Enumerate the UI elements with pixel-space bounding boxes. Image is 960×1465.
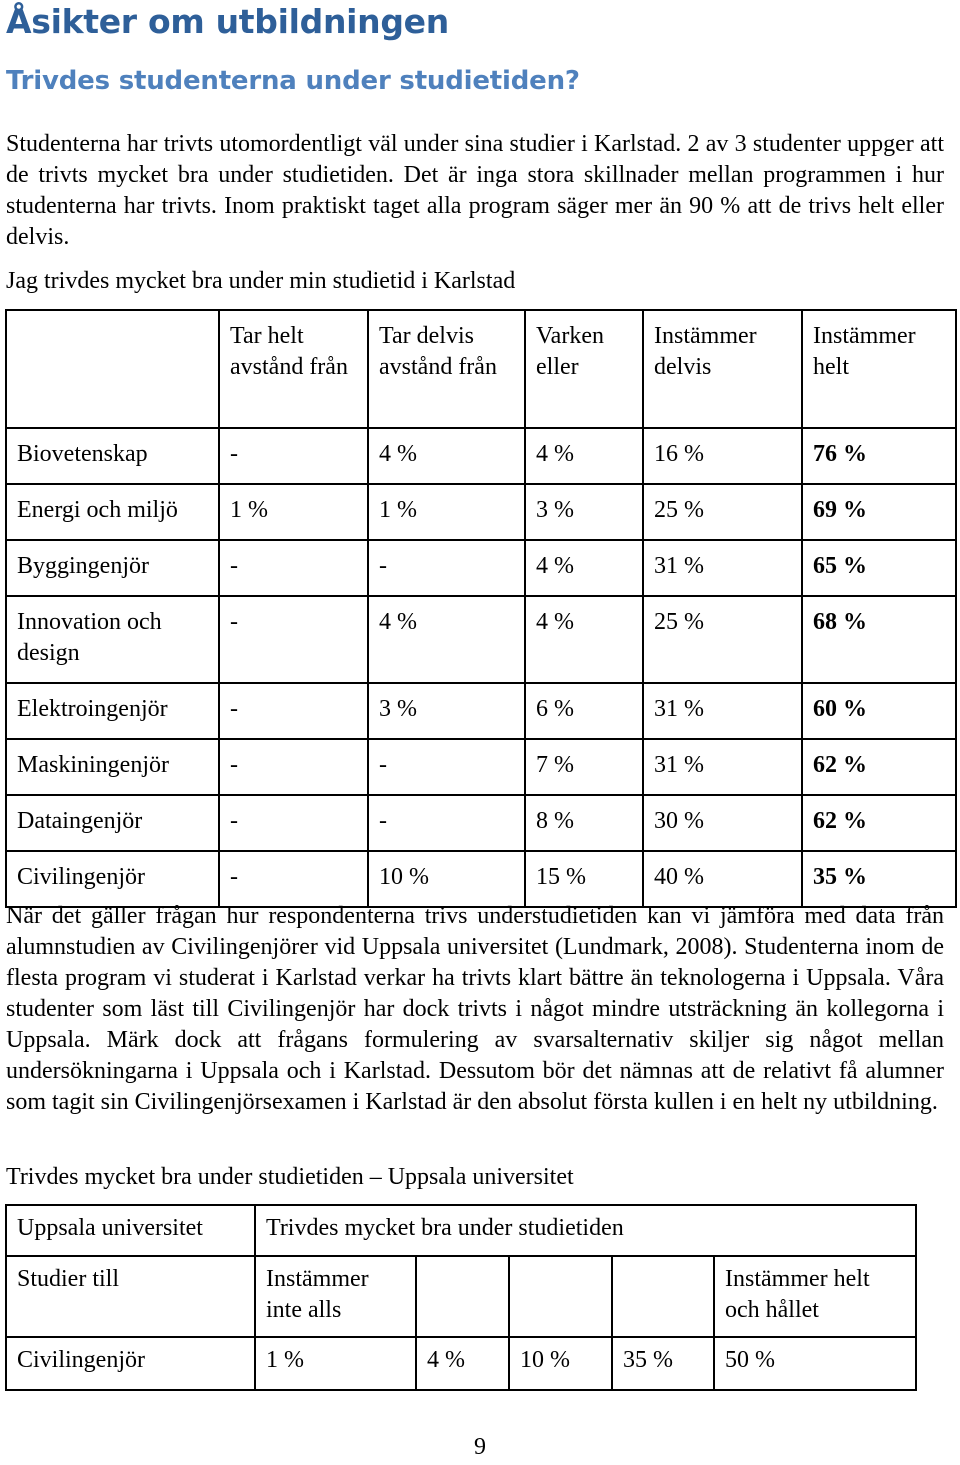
table1-cell: - [219, 851, 368, 907]
table1-cell: 16 % [643, 428, 802, 484]
table1-cell: - [219, 540, 368, 596]
table1-caption: Jag trivdes mycket bra under min studietid i Karlstad [6, 268, 516, 294]
table1-cell-highlight: 76 % [802, 428, 956, 484]
table1-cell: 8 % [525, 795, 643, 851]
table2-caption: Trivdes mycket bra under studietiden – Uppsala universitet [6, 1164, 574, 1190]
table1-cell-highlight: 62 % [802, 739, 956, 795]
table1-header-cell: Instämmer delvis [643, 310, 802, 428]
table2-cell: 1 % [255, 1337, 416, 1390]
page-heading: Åsikter om utbildningen [6, 2, 449, 41]
table1-cell: 4 % [525, 596, 643, 683]
table2-cell: 50 % [714, 1337, 916, 1390]
table1-cell: - [368, 795, 525, 851]
program-name: Elektroingenjör [6, 683, 219, 739]
table1-cell: 25 % [643, 484, 802, 540]
table1-cell: 25 % [643, 596, 802, 683]
program-name: Maskiningenjör [6, 739, 219, 795]
table1-header-row [6, 310, 956, 428]
table1-cell: 1 % [368, 484, 525, 540]
section-subheading: Trivdes studenterna under studietiden? [6, 66, 580, 96]
table2-subheader-cell [612, 1256, 714, 1337]
table1-cell: - [219, 596, 368, 683]
table1-cell: 4 % [525, 540, 643, 596]
table1-header-cell: Tar delvis avstånd från [368, 310, 525, 428]
table1-row [6, 683, 956, 739]
table1-cell-highlight: 60 % [802, 683, 956, 739]
table1-cell-highlight: 35 % [802, 851, 956, 907]
table1-row [6, 795, 956, 851]
table1-cell-highlight: 69 % [802, 484, 956, 540]
table1-cell: - [219, 739, 368, 795]
table1-row [6, 484, 956, 540]
table1-cell: 7 % [525, 739, 643, 795]
table1-header-cell: Varken eller [525, 310, 643, 428]
table1-cell-highlight: 62 % [802, 795, 956, 851]
table1-cell: 4 % [368, 428, 525, 484]
program-name: Civilingenjör [6, 851, 219, 907]
program-name: Dataingenjör [6, 795, 219, 851]
table1-cell: - [219, 428, 368, 484]
table1-row [6, 739, 956, 795]
table2-header-row [6, 1205, 916, 1256]
program-name: Biovetenskap [6, 428, 219, 484]
table1-cell: 10 % [368, 851, 525, 907]
table1-header-cell: Instämmer helt [802, 310, 956, 428]
table2-cell: 10 % [509, 1337, 612, 1390]
page-number: 9 [474, 1434, 486, 1460]
table1-cell: 3 % [525, 484, 643, 540]
table1-cell: 31 % [643, 683, 802, 739]
table2-row [6, 1337, 916, 1390]
table1-cell: 15 % [525, 851, 643, 907]
satisfaction-table-karlstad [5, 309, 957, 908]
table1-row [6, 540, 956, 596]
table2-header-right: Trivdes mycket bra under studietiden [255, 1205, 916, 1256]
table1-cell: - [368, 540, 525, 596]
table2-subheader-cell: Instämmer inte alls [255, 1256, 416, 1337]
table1-header-cell [6, 310, 219, 428]
table1-cell: 6 % [525, 683, 643, 739]
table1-cell: 4 % [525, 428, 643, 484]
table2-subheader-cell [416, 1256, 509, 1337]
table1-cell: 40 % [643, 851, 802, 907]
table1-cell: - [368, 739, 525, 795]
program-name: Innovation och design [6, 596, 219, 683]
table1-cell-highlight: 68 % [802, 596, 956, 683]
intro-paragraph: Studenterna har trivts utomordentligt väl under sina studier i Karlstad. 2 av 3 studenter uppger att de trivts mycket bra under studietiden. Det är inga stora skillnader mellan programmen i hur studenterna har trivts. Inom praktiskt taget alla program säger mer än 90 % att de trivs helt eller delvis. [6, 131, 944, 250]
comparison-paragraph: När det gäller frågan hur respondenterna trivs understudietiden kan vi jämföra med data från alumnstudien av Civilingenjörer vid Uppsala universitet (Lundmark, 2008). Studenterna inom de flesta program vi studerat i Karlstad verkar ha trivts klart bättre än teknologerna i Uppsala. Våra studenter som läst till Civilingenjör har dock trivts i något mindre utsträckning än kollegorna i Uppsala. Märk dock att frågans formulering av svarsalternativ skiljer sig något mellan undersökningarna i Uppsala och i Karlstad. Dessutom bör det nämnas att de relativt få alumner som tagit sin Civilingenjörsexamen i Karlstad är den absolut första kullen i en helt ny utbildning. [6, 903, 944, 1115]
table1-cell: 31 % [643, 540, 802, 596]
table2-subheader-cell [509, 1256, 612, 1337]
table1-row [6, 596, 956, 683]
table2-cell: 35 % [612, 1337, 714, 1390]
table1-cell-highlight: 65 % [802, 540, 956, 596]
table1-row [6, 428, 956, 484]
table2-subheader-row [6, 1256, 916, 1337]
table1-cell: - [219, 683, 368, 739]
table1-cell: 31 % [643, 739, 802, 795]
program-name: Byggingenjör [6, 540, 219, 596]
program-name: Energi och miljö [6, 484, 219, 540]
table1-header-cell: Tar helt avstånd från [219, 310, 368, 428]
table2-subheader-cell: Instämmer helt och hållet [714, 1256, 916, 1337]
table2-subheader-cell: Studier till [6, 1256, 255, 1337]
table1-cell: - [219, 795, 368, 851]
table2-header-left: Uppsala universitet [6, 1205, 255, 1256]
satisfaction-table-uppsala [5, 1204, 917, 1391]
table1-cell: 1 % [219, 484, 368, 540]
table1-cell: 3 % [368, 683, 525, 739]
table1-cell: 30 % [643, 795, 802, 851]
table2-cell: 4 % [416, 1337, 509, 1390]
program-name: Civilingenjör [6, 1337, 255, 1390]
table1-row [6, 851, 956, 907]
table1-cell: 4 % [368, 596, 525, 683]
